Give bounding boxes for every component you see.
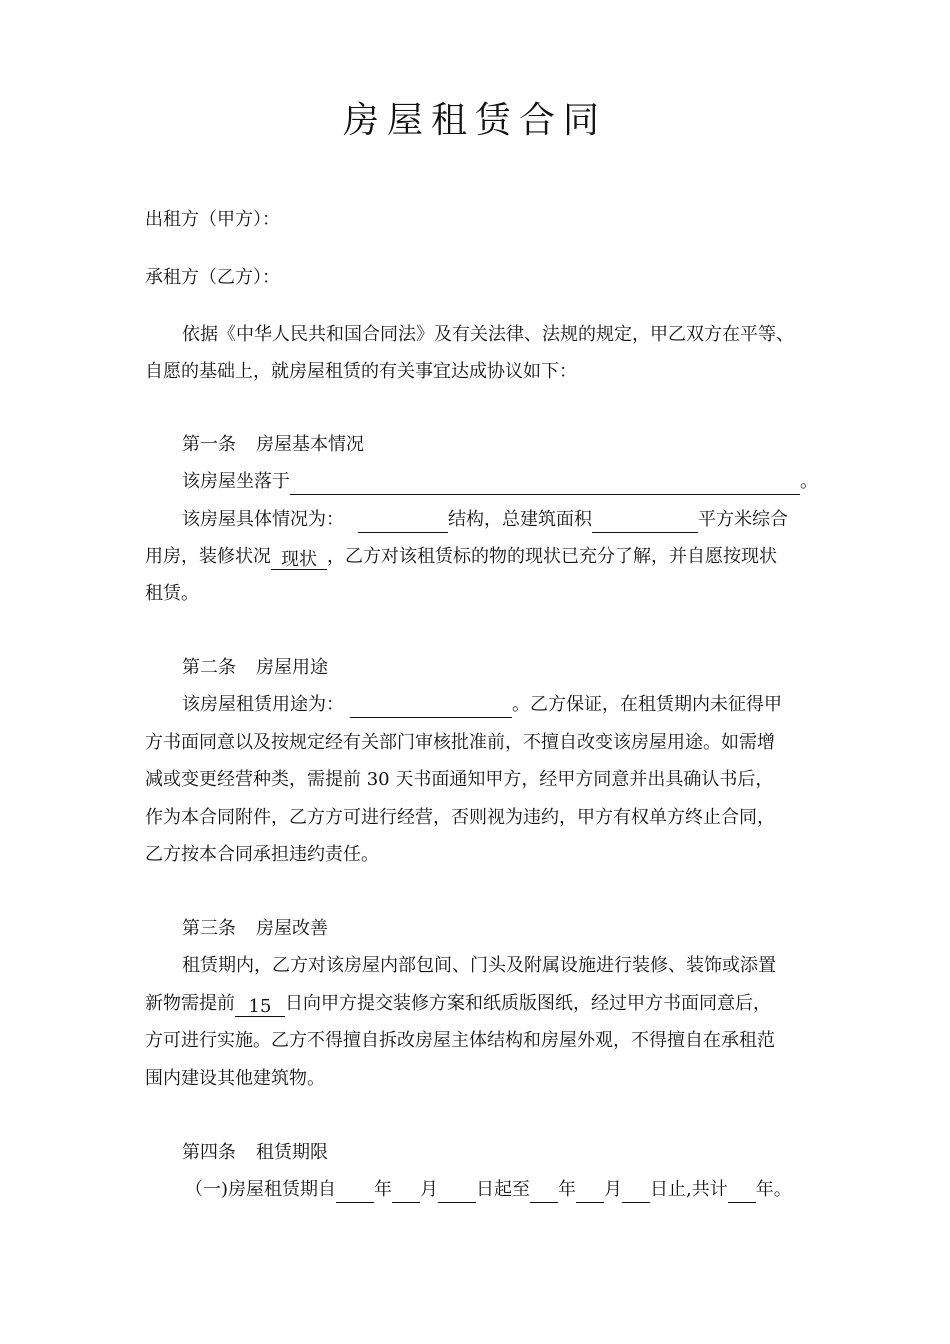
structure-text: 结构，总建筑面积 xyxy=(448,509,592,530)
article-number: 第三条 xyxy=(182,918,236,939)
article-2-heading xyxy=(182,655,825,681)
status-label: 用房，装修状况 xyxy=(145,546,271,567)
party-b-line: 承租方（乙方）： xyxy=(145,267,280,288)
total-years-blank[interactable] xyxy=(728,1180,756,1203)
article-3-days-line xyxy=(145,991,825,1017)
location-blank[interactable] xyxy=(290,472,800,495)
article-2-line-2: 方书面同意以及按规定经有关部门审核批准前，不擅自改变该房屋用途。如需增 xyxy=(145,732,775,753)
use-text: 。乙方保证，在租赁期内未征得甲 xyxy=(512,694,782,715)
article-number: 第二条 xyxy=(182,657,236,678)
start-day-blank[interactable] xyxy=(438,1180,476,1203)
days-value[interactable]: 15 xyxy=(235,994,285,1017)
document-title: 房屋租赁合同 xyxy=(342,100,607,141)
location-label: 该房屋坐落于 xyxy=(182,471,290,492)
period: 。 xyxy=(800,471,818,492)
party-a-line: 出租方（甲方）： xyxy=(145,209,280,230)
article-1-heading xyxy=(182,432,825,458)
article-4-heading xyxy=(182,1140,825,1166)
article-number: 第一条 xyxy=(182,434,236,455)
article-1-end-line: 租赁。 xyxy=(145,583,199,604)
start-year-blank[interactable] xyxy=(336,1180,374,1203)
article-3-line-3: 方可进行实施。乙方不得擅自拆改房屋主体结构和房屋外观，不得擅自在承租范 xyxy=(145,1030,775,1051)
article-2-line-3: 减或变更经营种类，需提前 30 天书面通知甲方，经甲方同意并出具确认书后， xyxy=(145,769,774,790)
year-label: 年 xyxy=(374,1179,393,1200)
year-end-label: 年。 xyxy=(755,1179,792,1200)
days-label: 新物需提前 xyxy=(145,993,235,1014)
article-1-status-line xyxy=(145,544,825,570)
preamble-line-2: 自愿的基础上，就房屋租赁的有关事宜达成协议如下： xyxy=(145,361,577,382)
article-3-line-1: 租赁期内，乙方对该房屋内部包间、门头及附属设施进行装修、装饰或添置 xyxy=(182,955,776,976)
area-unit-text: 平方米综合 xyxy=(698,509,788,530)
article-title: 房屋改善 xyxy=(256,918,328,939)
article-1-location-line xyxy=(182,469,825,495)
article-3-heading xyxy=(182,916,825,942)
article-number: 第四条 xyxy=(182,1142,236,1163)
end-day-label: 日止,共计 xyxy=(650,1179,728,1200)
end-year-blank[interactable] xyxy=(530,1180,558,1203)
article-3-line-4: 围内建设其他建筑物。 xyxy=(145,1068,325,1089)
article-2-line-4: 作为本合同附件，乙方方可进行经营，否则视为违约，甲方有权单方终止合同， xyxy=(145,807,775,828)
use-label: 该房屋租赁用途为： xyxy=(182,694,344,715)
structure-blank[interactable] xyxy=(358,510,448,533)
days-text: 日向甲方提交装修方案和纸质版图纸，经过甲方书面同意后， xyxy=(285,993,771,1014)
end-month-blank[interactable] xyxy=(576,1180,604,1203)
start-day-label: 日起至 xyxy=(476,1179,531,1200)
status-value[interactable]: 现状 xyxy=(271,547,327,570)
article-2-use-line xyxy=(182,692,825,718)
status-text: ，乙方对该租赁标的物的现状已充分了解，并自愿按现状 xyxy=(327,546,777,567)
use-blank[interactable] xyxy=(350,695,512,718)
article-2-line-5: 乙方按本合同承担违约责任。 xyxy=(145,844,379,865)
article-title: 租赁期限 xyxy=(256,1142,328,1163)
end-day-blank[interactable] xyxy=(622,1180,650,1203)
article-4-term-line xyxy=(185,1177,825,1203)
article-title: 房屋用途 xyxy=(256,657,328,678)
article-title: 房屋基本情况 xyxy=(256,434,364,455)
article-1-detail-line xyxy=(182,507,825,533)
month-label: 月 xyxy=(604,1179,623,1200)
area-blank[interactable] xyxy=(592,510,698,533)
year-label: 年 xyxy=(558,1179,577,1200)
start-month-blank[interactable] xyxy=(392,1180,420,1203)
term-label: （一)房屋租赁期自 xyxy=(185,1179,337,1200)
month-label: 月 xyxy=(420,1179,439,1200)
preamble-line-1: 依据《中华人民共和国合同法》及有关法律、法规的规定，甲乙双方在平等、 xyxy=(182,324,794,345)
detail-label: 该房屋具体情况为： xyxy=(182,509,344,530)
